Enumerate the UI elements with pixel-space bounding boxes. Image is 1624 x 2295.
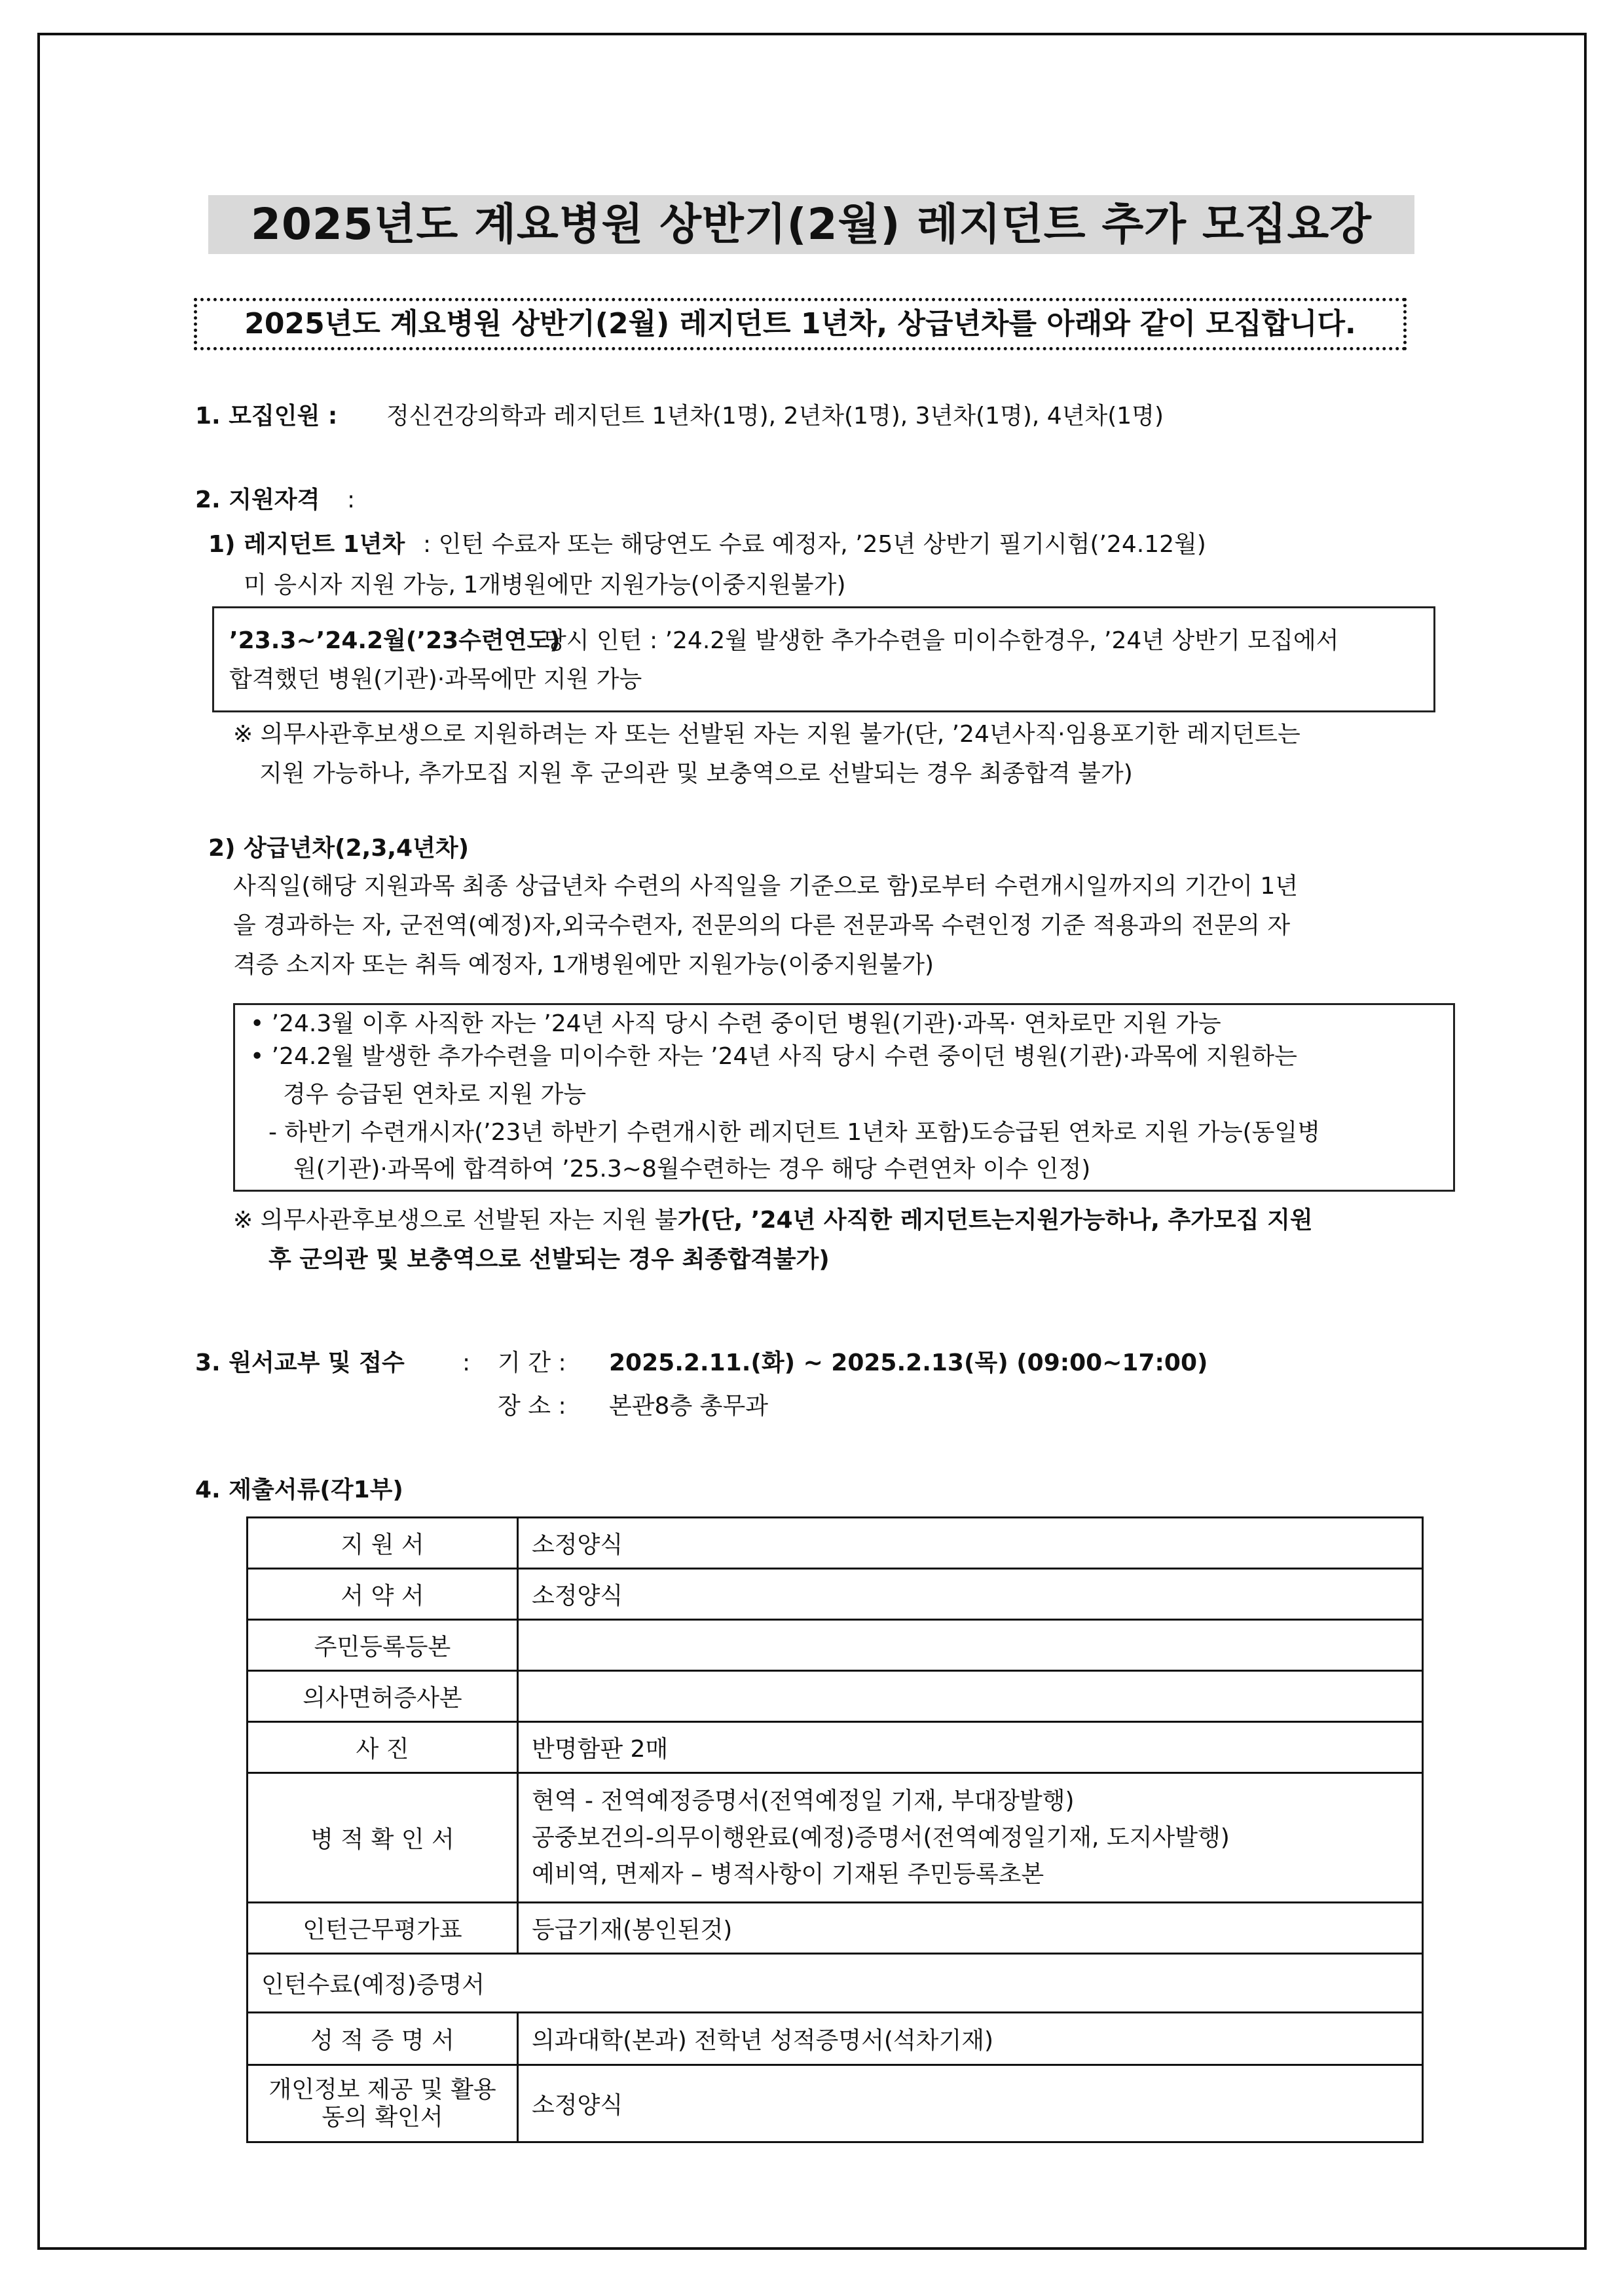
doc-detail: 소정양식 [518, 1569, 1423, 1620]
doc-detail: 의과대학(본과) 전학년 성적증명서(석차기재) [518, 2013, 1423, 2065]
sub2-bullet1: • ’24.3월 이후 사직한 자는 ’24년 사직 당시 수련 중이던 병원(기관)·과목· 연차로만 지원 가능 [250, 1010, 1221, 1037]
table-row [248, 2013, 1423, 2065]
doc-name: 지 원 서 [248, 1518, 518, 1569]
doc-detail [518, 1620, 1423, 1671]
detail-line: 공중보건의-의무이행완료(예정)증명서(전역예정일기재, 도지사발행) [532, 1824, 1230, 1851]
sub2-note-line2: 후 군의관 및 보충역으로 선발되는 경우 최종합격불가) [268, 1246, 830, 1273]
doc-name: 개인정보 제공 및 활용 동의 확인서 [248, 2065, 518, 2142]
section3-colon: : [462, 1349, 471, 1376]
sub2-line3: 격증 소지자 또는 취득 예정자, 1개병원에만 지원가능(이중지원불가) [233, 951, 934, 978]
doc-detail: 소정양식 [518, 2065, 1423, 2142]
sub1-label: 1) 레지던트 1년차 [208, 531, 405, 558]
table-row [248, 1722, 1423, 1773]
notice-banner: 2025년도 계요병원 상반기(2월) 레지던트 1년차, 상급년차를 아래와 같이 모집합니다. [194, 298, 1407, 350]
table-row [248, 1569, 1423, 1620]
sub2-line1: 사직일(해당 지원과목 최종 상급년차 수련의 사직일을 기준으로 함)로부터 수련개시일까지의 기간이 1년 [233, 873, 1299, 900]
doc-name: 성 적 증 명 서 [248, 2013, 518, 2065]
table-row [248, 1620, 1423, 1671]
doc-name: 주민등록등본 [248, 1620, 518, 1671]
sub2-dash1b: 원(기관)·과목에 합격하여 ’25.3~8월수련하는 경우 해당 수련연차 이수 인정) [293, 1156, 1091, 1183]
doc-name: 인턴수료(예정)증명서 [248, 1954, 1423, 2013]
doc-name: 병 적 확 인 서 [248, 1773, 518, 1903]
page-title: 2025년도 계요병원 상반기(2월) 레지던트 추가 모집요강 [208, 195, 1414, 254]
doc-name: 의사면허증사본 [248, 1671, 518, 1722]
sub1-line1: : 인턴 수료자 또는 해당연도 수료 예정자, ’25년 상반기 필기시험(’24.12월) [423, 531, 1206, 558]
sub2-note-line1: ※ 의무사관후보생으로 선발된 자는 지원 불가(단, ’24년 사직한 레지던트는지원가능하나, 추가모집 지원 [233, 1207, 1313, 1234]
table-row [248, 1518, 1423, 1569]
doc-detail [518, 1671, 1423, 1722]
table-row [248, 1903, 1423, 1954]
section4-label: 4. 제출서류(각1부) [195, 1477, 403, 1503]
doc-name: 인턴근무평가표 [248, 1903, 518, 1954]
sub1-note-line1: ※ 의무사관후보생으로 지원하려는 자 또는 선발된 자는 지원 불가(단, ’24년사직·임용포기한 레지던트는 [233, 721, 1301, 748]
place-label: 장 소 : [498, 1393, 566, 1420]
sub1-line2: 미 응시자 지원 가능, 1개병원에만 지원가능(이중지원불가) [244, 572, 846, 598]
sub1-notice-box [212, 606, 1435, 712]
table-row [248, 1773, 1423, 1903]
period-label: 기 간 : [498, 1349, 566, 1376]
doc-detail: 소정양식 [518, 1518, 1423, 1569]
sub2-bullet2b: 경우 승급된 연차로 지원 가능 [283, 1081, 587, 1108]
detail-line: 현역 - 전역예정증명서(전역예정일 기재, 부대장발행) [532, 1787, 1075, 1814]
sub1-box-bold: ’23.3~’24.2월(’23수련연도) [229, 627, 561, 654]
section1-label: 1. 모집인원 : [195, 403, 338, 430]
sub2-bullet2a: • ’24.2월 발생한 추가수련을 미이수한 자는 ’24년 사직 당시 수련 중이던 병원(기관)·과목에 지원하는 [250, 1043, 1297, 1070]
documents-table [246, 1516, 1424, 2143]
doc-detail [518, 1773, 1423, 1903]
detail-line: 예비역, 면제자 – 병적사항이 기재된 주민등록초본 [532, 1860, 1044, 1888]
section1-text: 정신건강의학과 레지던트 1년차(1명), 2년차(1명), 3년차(1명), 4년차(1명) [386, 403, 1164, 430]
period-value: 2025.2.11.(화) ~ 2025.2.13(목) (09:00~17:00) [609, 1349, 1208, 1376]
table-row [248, 1954, 1423, 2013]
section2-label: 2. 지원자격 [195, 487, 320, 513]
sub1-box-line2: 합격했던 병원(기관)·과목에만 지원 가능 [229, 666, 642, 693]
table-row [248, 1671, 1423, 1722]
section3-label: 3. 원서교부 및 접수 [195, 1349, 405, 1376]
section2-colon: : [347, 487, 356, 513]
sub1-note-line2: 지원 가능하나, 추가모집 지원 후 군의관 및 보충역으로 선발되는 경우 최종합격 불가) [259, 760, 1133, 787]
sub2-line2: 을 경과하는 자, 군전역(예정)자,외국수련자, 전문의의 다른 전문과목 수련인정 기준 적용과의 전문의 자 [233, 912, 1291, 939]
table-row [248, 2065, 1423, 2142]
doc-name: 서 약 서 [248, 1569, 518, 1620]
place-value: 본관8층 총무과 [609, 1393, 769, 1420]
sub2-dash1a: - 하반기 수련개시자(’23년 하반기 수련개시한 레지던트 1년차 포함)도승급된 연차로 지원 가능(동일병 [268, 1119, 1320, 1146]
sub2-label: 2) 상급년차(2,3,4년차) [208, 835, 470, 862]
doc-detail: 등급기재(봉인된것) [518, 1903, 1423, 1954]
sub1-box-line1: 당시 인턴 : ’24.2월 발생한 추가수련을 미이수한경우, ’24년 상반기 모집에서 [544, 627, 1339, 654]
doc-detail: 반명함판 2매 [518, 1722, 1423, 1773]
doc-name: 사 진 [248, 1722, 518, 1773]
